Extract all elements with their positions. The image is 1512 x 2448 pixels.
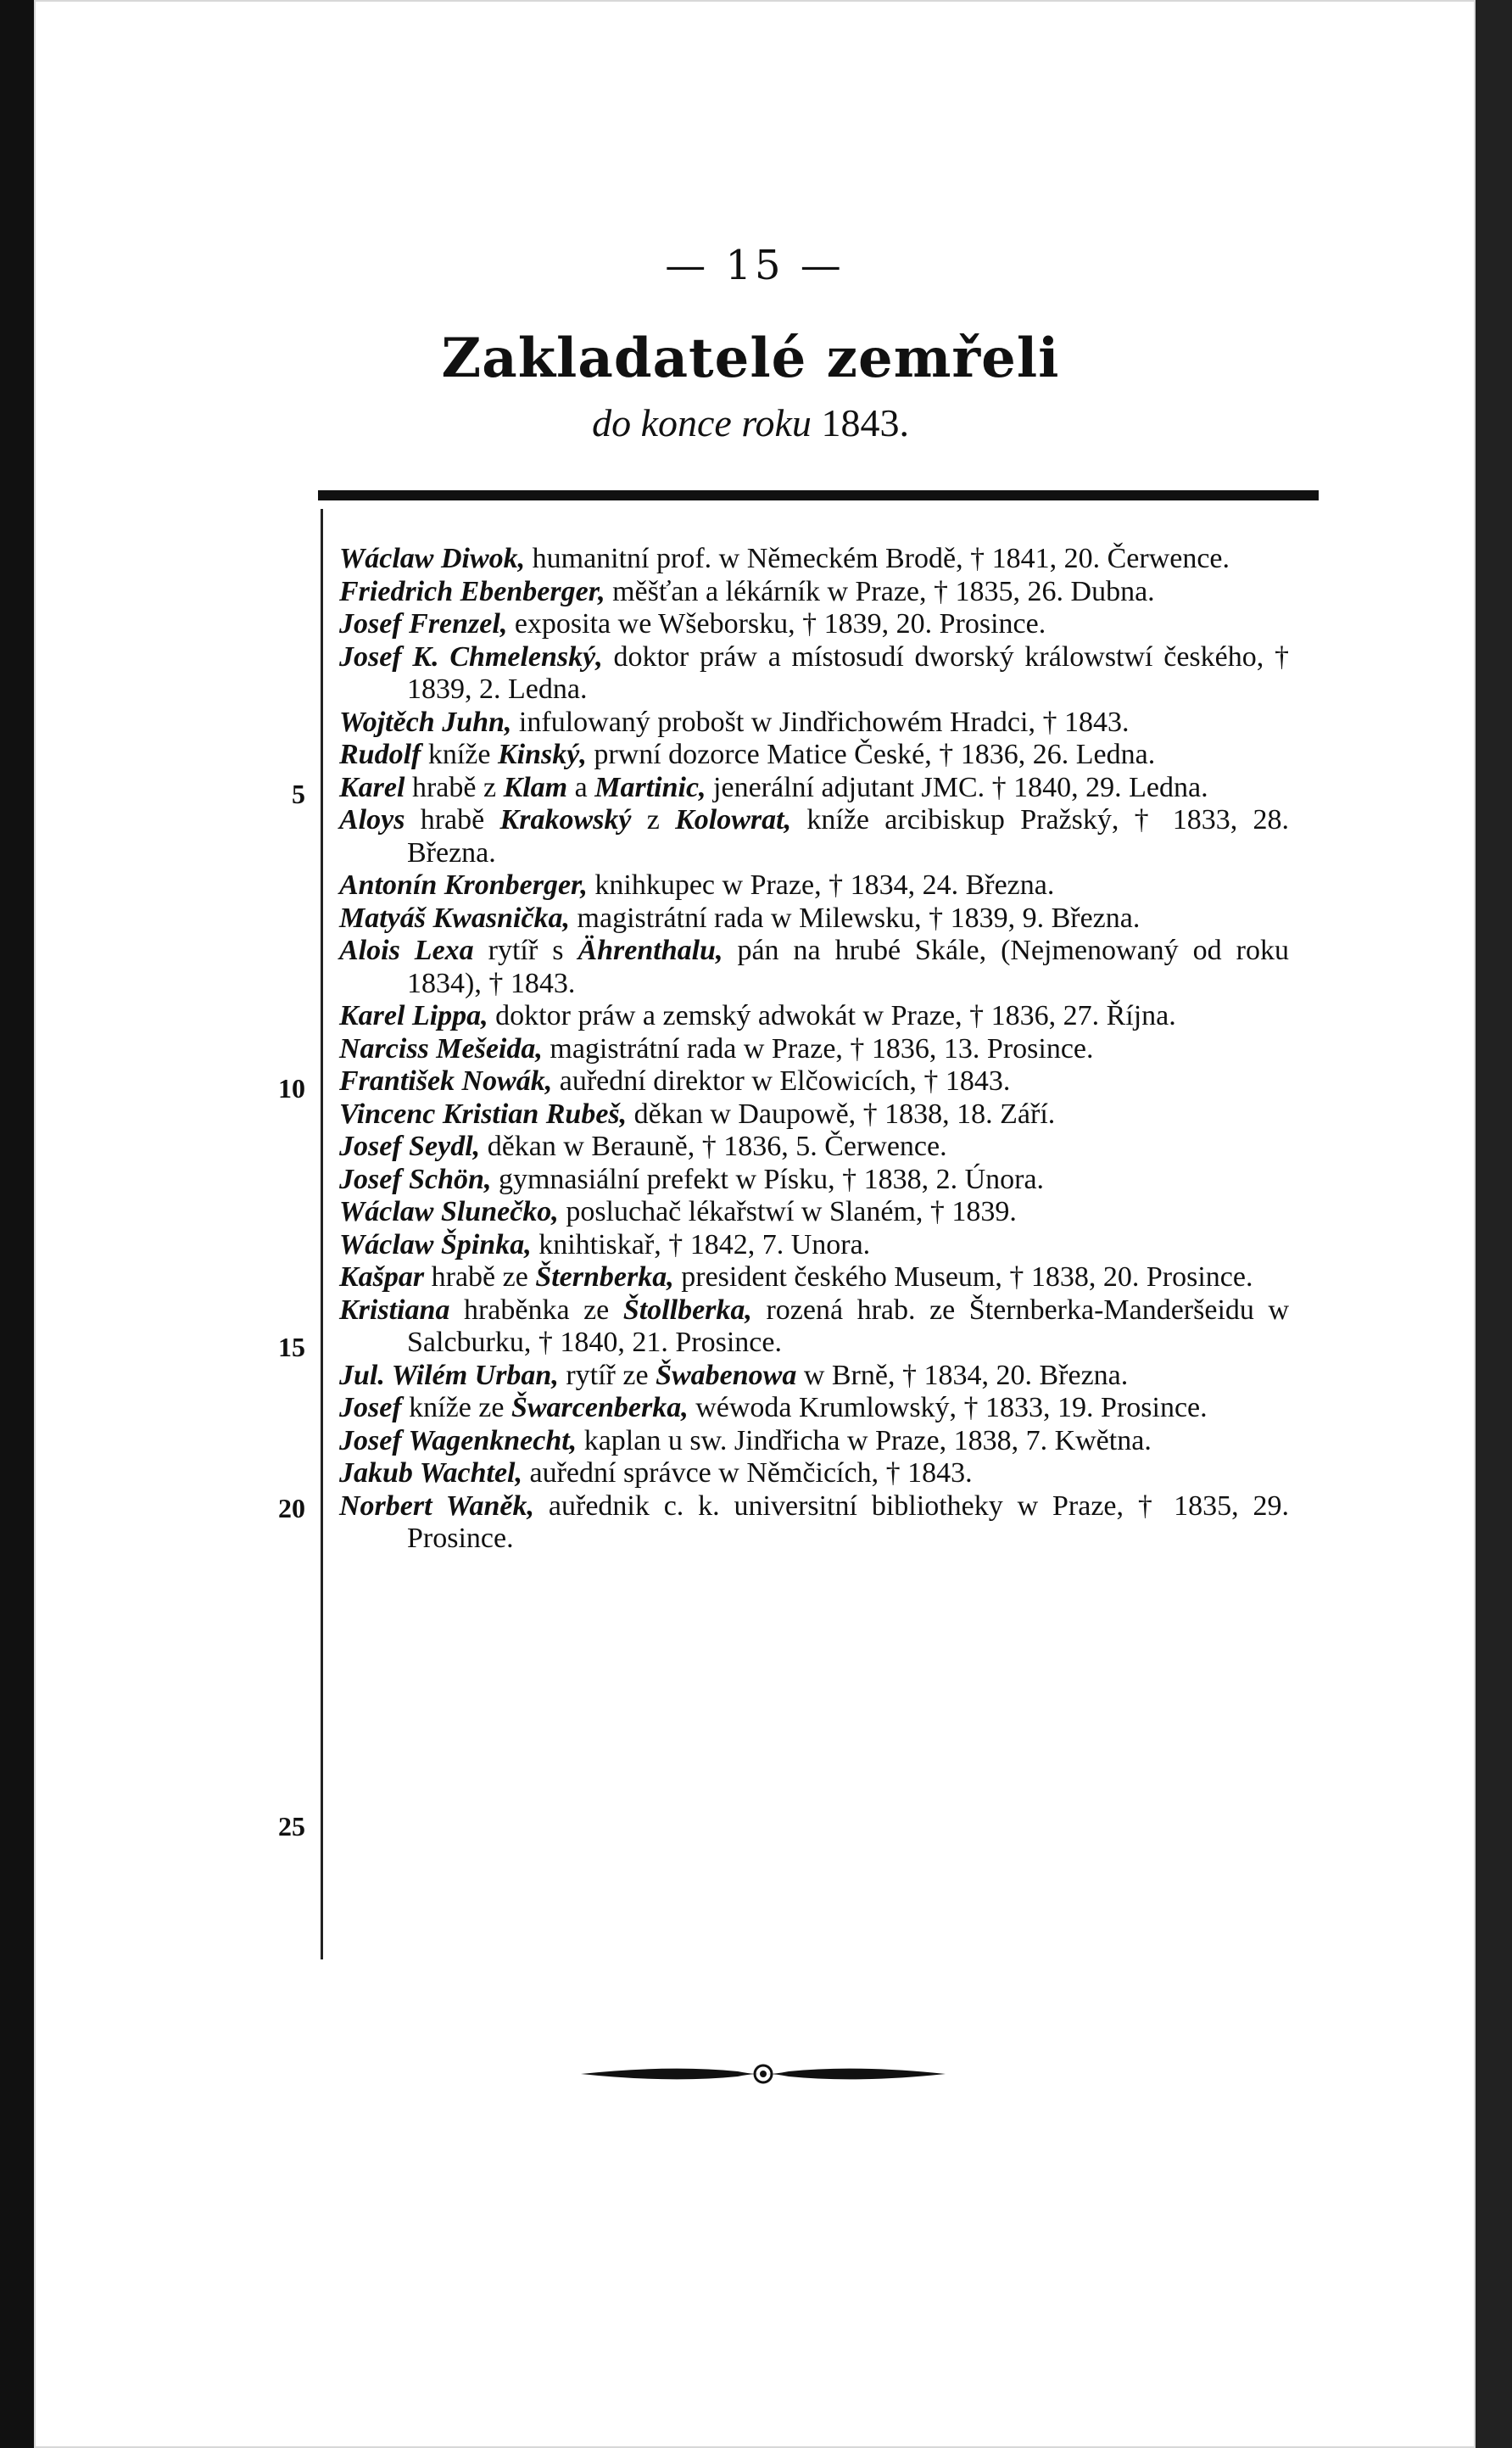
entry-name: Alois Lexa bbox=[339, 935, 474, 966]
entry-name: Krakowský bbox=[499, 804, 632, 836]
entry-name: Karel Lippa, bbox=[339, 1000, 488, 1031]
list-item bbox=[339, 1457, 1289, 1490]
entry-text: wéwoda Krumlowský, † 1833, 19. Prosince. bbox=[688, 1392, 1208, 1423]
line-number: 5 bbox=[292, 779, 305, 809]
entry-text: kníže bbox=[421, 739, 498, 770]
entry-text: děkan w Berauně, † 1836, 5. Čerwence. bbox=[480, 1131, 947, 1162]
entry-name: Wáclaw Diwok, bbox=[339, 543, 526, 574]
list-item bbox=[339, 608, 1289, 641]
list-item bbox=[339, 1098, 1289, 1132]
entry-text: gymnasiální prefekt w Písku, † 1838, 2. Února. bbox=[491, 1163, 1045, 1195]
entry-text: auřední direktor w Elčowicích, † 1843. bbox=[552, 1065, 1011, 1097]
entry-text: hrabě ze bbox=[424, 1261, 536, 1293]
entry-text: hraběnka ze bbox=[449, 1294, 623, 1326]
list-item bbox=[339, 1425, 1289, 1458]
list-item bbox=[339, 1261, 1289, 1294]
entry-name: Ährenthalu, bbox=[577, 935, 723, 966]
entry-name: Šternberka, bbox=[535, 1261, 674, 1293]
entry-name: Norbert Waněk, bbox=[339, 1489, 535, 1522]
entry-name: František Nowák, bbox=[339, 1065, 553, 1097]
subtitle-year: 1843. bbox=[821, 401, 909, 444]
entry-text: president českého Museum, † 1838, 20. Prosince. bbox=[673, 1261, 1253, 1293]
list-item bbox=[339, 935, 1289, 1000]
entry-text: děkan w Daupowě, † 1838, 18. Září. bbox=[627, 1098, 1056, 1130]
line-number: 10 bbox=[278, 1073, 305, 1104]
entry-name: Josef Schön, bbox=[339, 1163, 492, 1195]
entry-name: Josef Wagenknecht, bbox=[339, 1424, 577, 1456]
entry-text: magistrátní rada w Praze, † 1836, 13. Prosince. bbox=[542, 1032, 1094, 1065]
list-item bbox=[339, 869, 1289, 903]
heading-rule bbox=[318, 490, 1319, 500]
entry-name: Šwarcenberka, bbox=[511, 1392, 689, 1423]
entry-text: kaplan u sw. Jindřicha w Praze, 1838, 7. Kwětna. bbox=[577, 1424, 1152, 1456]
entry-text: rytíř s bbox=[473, 935, 578, 966]
list-item bbox=[339, 576, 1289, 609]
entry-name: Jakub Wachtel, bbox=[339, 1457, 522, 1489]
entry-name: Kašpar bbox=[339, 1261, 425, 1293]
entry-text: kníže arcibiskup Pražský, † 1833, 28. Března. bbox=[407, 804, 1289, 869]
entry-text: knihtiskař, † 1842, 7. Unora. bbox=[531, 1228, 871, 1260]
entry-text: w Brně, † 1834, 20. Března. bbox=[796, 1359, 1129, 1391]
entry-name: Wáclaw Slunečko, bbox=[339, 1196, 559, 1227]
entry-text: pán na hrubé Skále, (Nejmenowaný od roku 1834), † 1843. bbox=[407, 935, 1289, 999]
list-item bbox=[339, 641, 1289, 707]
list-item bbox=[339, 1000, 1289, 1033]
line-number: 15 bbox=[278, 1332, 305, 1362]
entry-name: Vincenc Kristian Rubeš, bbox=[339, 1098, 628, 1130]
list-item bbox=[339, 1065, 1289, 1098]
line-number: 20 bbox=[278, 1493, 305, 1523]
list-item bbox=[339, 1392, 1289, 1425]
ornament-divider-icon bbox=[577, 2053, 950, 2095]
entry-text: exposita we Wšeborsku, † 1839, 20. Prosince. bbox=[507, 608, 1046, 640]
entry-name: Šwabenowa bbox=[656, 1359, 797, 1391]
entry-text: posluchač lékařstwí w Slaném, † 1839. bbox=[558, 1196, 1017, 1227]
entry-name: Martinic, bbox=[594, 771, 706, 803]
entry-name: Matyáš Kwasnička, bbox=[339, 902, 571, 934]
page-title: Zakladatelé zemřeli bbox=[441, 327, 1060, 390]
list-item bbox=[339, 1033, 1289, 1066]
list-item bbox=[339, 707, 1289, 740]
list-item bbox=[339, 772, 1289, 805]
list-item bbox=[339, 1294, 1289, 1360]
scan-right-edge bbox=[1476, 0, 1512, 2448]
entry-list bbox=[339, 543, 1289, 1556]
list-item bbox=[339, 1360, 1289, 1393]
entry-text: rytíř ze bbox=[558, 1359, 656, 1391]
list-item bbox=[339, 1490, 1289, 1556]
entry-text: měšťan a lékárník w Praze, † 1835, 26. Dubna. bbox=[605, 575, 1155, 607]
entry-text: hrabě bbox=[405, 804, 500, 836]
entry-text: auřednik c. k. universitní bibliotheky w Praze, † 1835, 29. Prosince. bbox=[407, 1489, 1290, 1554]
list-item bbox=[339, 543, 1289, 576]
list-item bbox=[339, 1196, 1289, 1229]
entry-name: Štollberka, bbox=[622, 1294, 752, 1326]
entry-name: Kolowrat, bbox=[675, 804, 792, 836]
entry-text: magistrátní rada w Milewsku, † 1839, 9. Března. bbox=[570, 902, 1141, 934]
entry-text: hrabě z bbox=[405, 771, 504, 803]
entry-text: knihkupec w Praze, † 1834, 24. Března. bbox=[587, 869, 1055, 901]
entry-text: z bbox=[631, 804, 676, 836]
entry-name: Kristiana bbox=[339, 1294, 450, 1326]
entry-name: Wojtěch Juhn, bbox=[339, 706, 512, 738]
entry-name: Josef bbox=[339, 1392, 402, 1423]
entry-name: Narciss Mešeida, bbox=[339, 1032, 543, 1065]
entry-text: humanitní prof. w Německém Brodě, † 1841, 20. Čerwence. bbox=[525, 543, 1230, 574]
list-item bbox=[339, 903, 1289, 936]
page-number: — 15 — bbox=[665, 242, 845, 289]
entry-name: Kinský, bbox=[498, 739, 587, 770]
entry-name: Josef Seydl, bbox=[339, 1131, 481, 1162]
entry-text: a bbox=[567, 771, 595, 803]
entry-name: Rudolf bbox=[339, 739, 421, 770]
line-number: 25 bbox=[278, 1811, 305, 1842]
entry-text: infulowaný probošt w Jindřichowém Hradci, † 1843. bbox=[511, 706, 1130, 738]
entry-name: Friedrich Ebenberger, bbox=[339, 575, 605, 607]
list-item bbox=[339, 1229, 1289, 1262]
entry-text: jenerální adjutant JMC. † 1840, 29. Ledna. bbox=[706, 771, 1208, 803]
margin-line bbox=[321, 509, 323, 1959]
list-item bbox=[339, 804, 1289, 869]
entry-name: Antonín Kronberger, bbox=[339, 869, 588, 901]
entry-text: kníže ze bbox=[401, 1392, 511, 1423]
list-item bbox=[339, 1131, 1289, 1164]
page-subtitle bbox=[339, 400, 1162, 445]
entry-name: Josef Frenzel, bbox=[339, 608, 508, 640]
entry-text: auřední správce w Němčicích, † 1843. bbox=[522, 1457, 973, 1489]
entry-name: Aloys bbox=[339, 804, 405, 836]
entry-text: prwní dozorce Matice České, † 1836, 26. Ledna. bbox=[586, 739, 1156, 770]
list-item bbox=[339, 739, 1289, 772]
scan-left-edge bbox=[0, 0, 34, 2448]
entry-text: doktor práw a místosudí dworský králowstwí českého, † 1839, 2. Ledna. bbox=[407, 640, 1289, 705]
entry-name: Karel bbox=[339, 771, 405, 803]
entry-name: Klam bbox=[503, 771, 568, 803]
entry-name: Josef K. Chmelenský, bbox=[339, 640, 603, 673]
list-item bbox=[339, 1164, 1289, 1197]
entry-name: Wáclaw Špinka, bbox=[339, 1228, 532, 1260]
entry-text: doktor práw a zemský adwokát w Praze, † 1836, 27. Října. bbox=[488, 1000, 1176, 1031]
subtitle-text: do konce roku bbox=[592, 401, 812, 444]
entry-name: Jul. Wilém Urban, bbox=[339, 1359, 559, 1391]
entry-text: rozená hrab. ze Šternberka-Manderšeidu w Salcburku, † 1840, 21. Prosince. bbox=[407, 1294, 1290, 1358]
